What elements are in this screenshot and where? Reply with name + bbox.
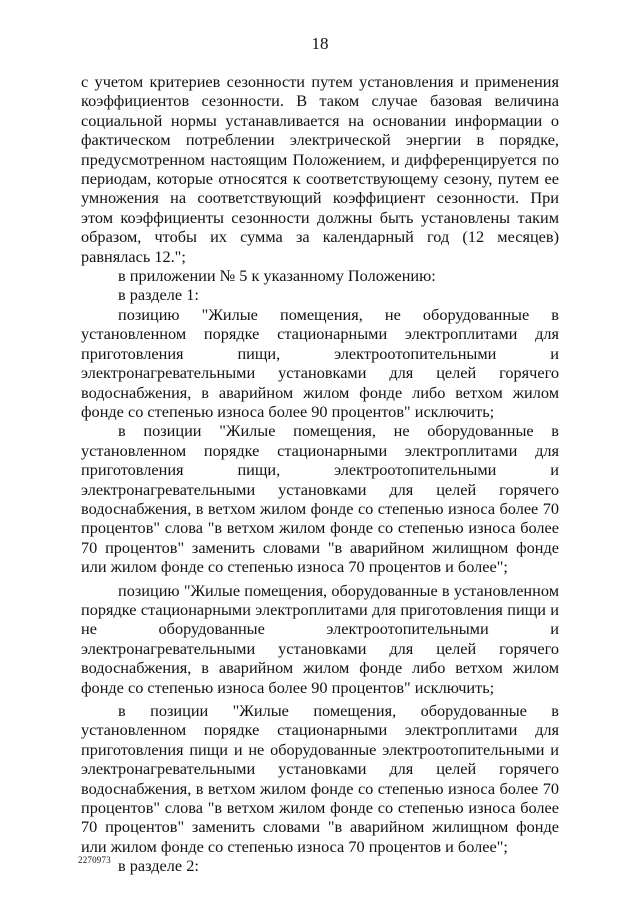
paragraph-seasonality-continuation: с учетом критериев сезонности путем установления и применения коэффициентов сезонности. В таком случае базовая величина социальной нормы устанавливается на основании информации о фактическом потреблении электрической энергии в порядке, предусмотренном настоящим Положением, и дифференцируется по периодам, которые относятся к соответствующему сезону, путем ее умножения на соответствующий коэффициент сезонности. При этом коэффициенты сезонности должны быть установлены таким образом, чтобы их сумма за календарный год (12 месяцев) равнялась 12."; (81, 72, 559, 266)
paragraph-position-3-exclude: позицию "Жилые помещения, оборудованные в установленном порядке стационарными электроплитами для приготовления пищи и не оборудованные электроотопительными и электронагревательными установками для целей горячего водоснабжения, в аварийном жилом фонде либо ветхом жилом фонде со степенью износа более 90 процентов" исключить; (81, 580, 559, 697)
page-number: 18 (311, 34, 329, 53)
document-code: 2270973 (78, 855, 111, 865)
paragraph-section-1: в разделе 1: (118, 285, 199, 305)
paragraph-appendix-5: в приложении № 5 к указанному Положению: (118, 266, 436, 286)
paragraph-section-2: в разделе 2: (118, 856, 199, 876)
paragraph-position-4-replace: в позиции "Жилые помещения, оборудованные в установленном порядке стационарными электроплитами для приготовления пищи и не оборудованные электроотопительными и электронагревательными установками для целей горячего водоснабжения, в ветхом жилом фонде со степенью износа более 70 процентов" слова "в ветхом жилом фонде со степенью износа более 70 процентов" заменить словами "в аварийном жилищном фонде или жилом фонде со степенью износа 70 процентов и более"; (81, 701, 559, 856)
paragraph-position-1-exclude: позицию "Жилые помещения, не оборудованные в установленном порядке стационарными электроплитами для приготовления пищи, электроотопительными и электронагревательными установками для целей горячего водоснабжения, в аварийном жилом фонде либо ветхом жилом фонде со степенью износа более 90 процентов" исключить; (81, 304, 559, 421)
paragraph-position-2-replace: в позиции "Жилые помещения, не оборудованные в установленном порядке стационарными электроплитами для приготовления пищи, электроотопительными и электронагревательными установками для целей горячего водоснабжения, в ветхом жилом фонде со степенью износа более 70 процентов" слова "в ветхом жилом фонде со степенью износа более 70 процентов" заменить словами "в аварийном жилищном фонде или жилом фонде со степенью износа 70 процентов и более"; (81, 421, 559, 577)
document-body (81, 72, 559, 876)
